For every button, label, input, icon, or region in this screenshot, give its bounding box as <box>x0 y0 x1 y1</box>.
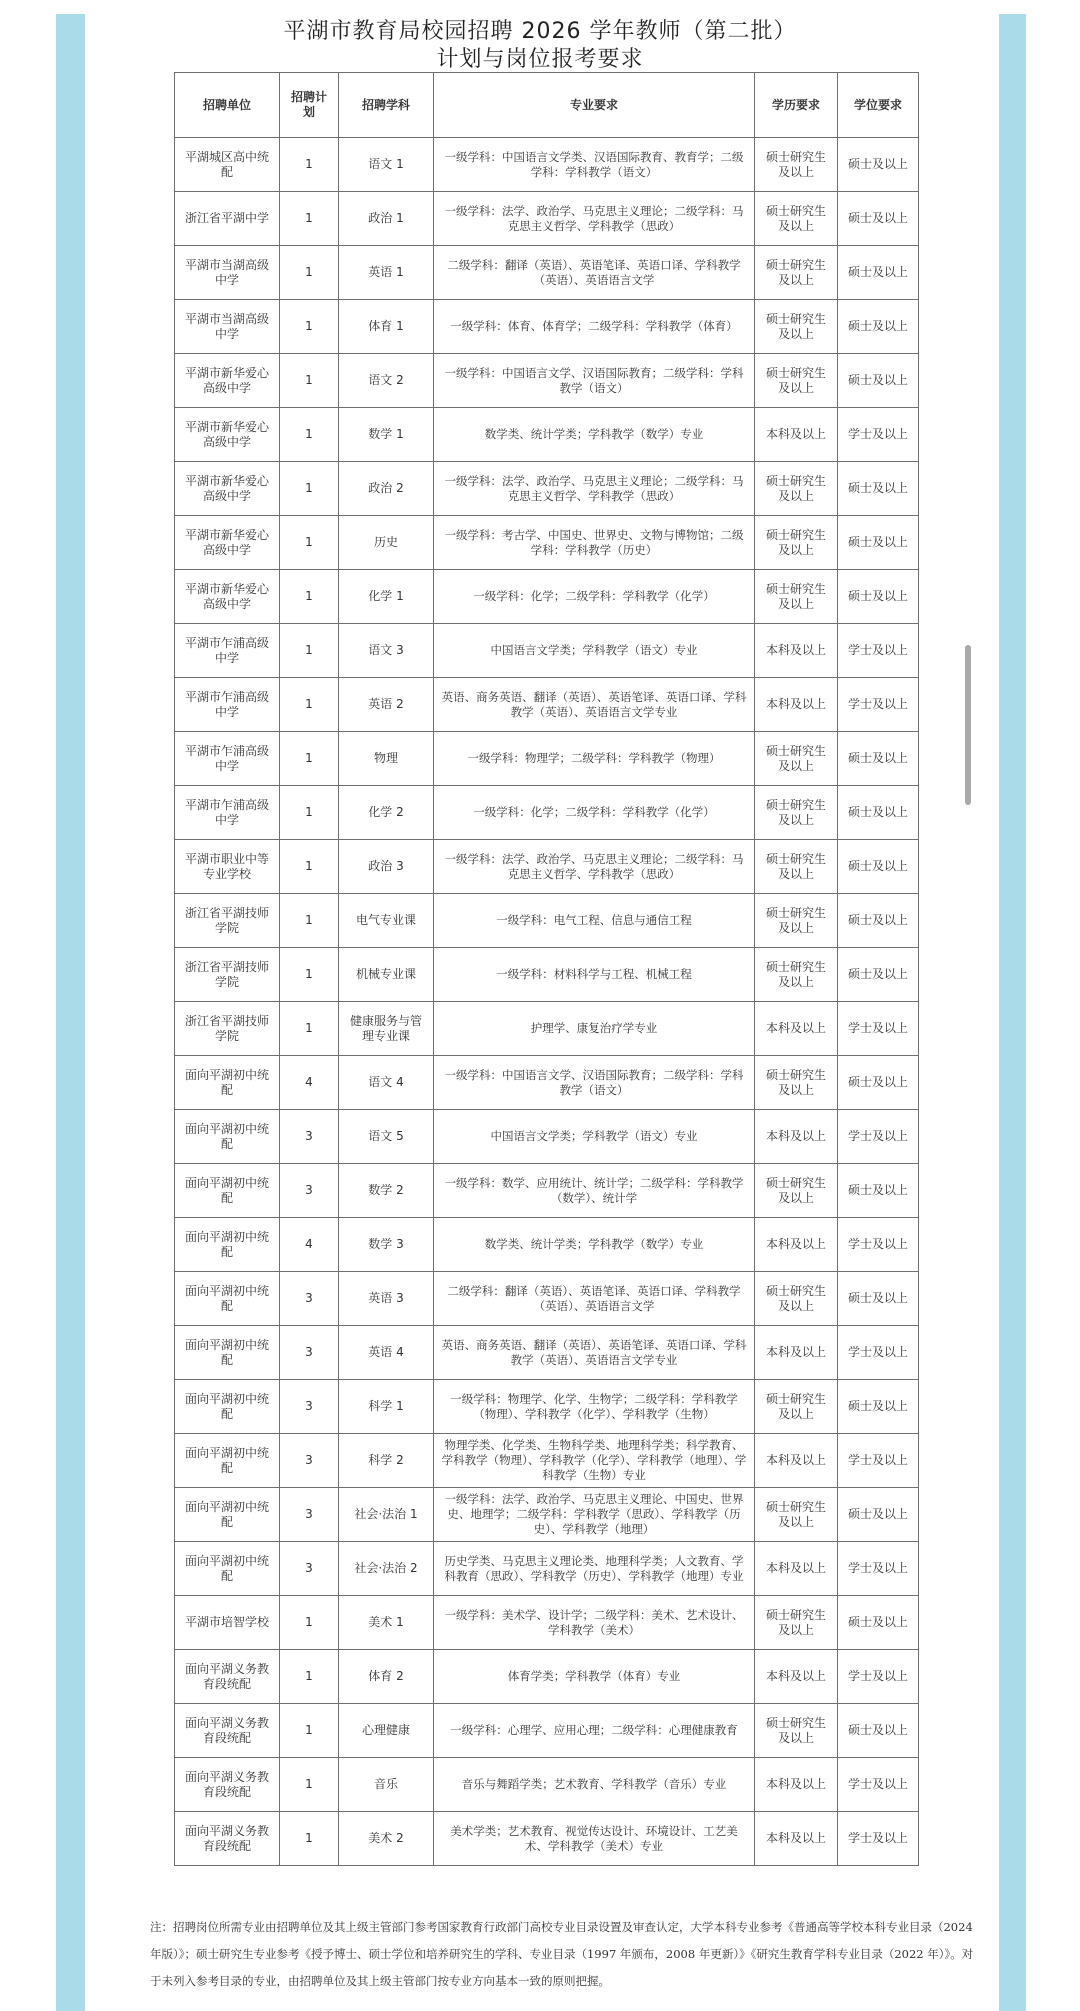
cell-degree: 硕士及以上 <box>838 570 919 624</box>
table-row <box>175 1758 919 1812</box>
cell-plan: 1 <box>280 570 339 624</box>
cell-education: 硕士研究生及以上 <box>755 138 838 192</box>
cell-major: 二级学科：翻译（英语）、英语笔译、英语口译、学科教学（英语）、英语语言文学 <box>434 1272 755 1326</box>
cell-plan: 1 <box>280 1758 339 1812</box>
cell-plan: 1 <box>280 1704 339 1758</box>
cell-subject: 语文 4 <box>339 1056 434 1110</box>
cell-unit: 面向平湖初中统配 <box>175 1380 280 1434</box>
cell-unit: 浙江省平湖技师学院 <box>175 1002 280 1056</box>
cell-degree: 学士及以上 <box>838 1002 919 1056</box>
cell-education: 硕士研究生及以上 <box>755 246 838 300</box>
cell-subject: 社会·法治 1 <box>339 1488 434 1542</box>
cell-major: 护理学、康复治疗学专业 <box>434 1002 755 1056</box>
cell-unit: 面向平湖义务教育段统配 <box>175 1758 280 1812</box>
footnote: 注：招聘岗位所需专业由招聘单位及其上级主管部门参考国家教育行政部门高校专业目录设置及审查认定，大学本科专业参考《普通高等学校本科专业目录（2024 年版）》；硕士研究生专业参考《授予博士、硕士学位和培养研究生的学科、专业目录（1997 年颁布，2008 年更新）》《研究生教育学科专业目录（2022 年）》。对于未列入参考目录的专业，由招聘单位及其上级主管部门按专业方向基本一致的原则把握。 <box>150 1920 974 1988</box>
cell-subject: 英语 3 <box>339 1272 434 1326</box>
cell-degree: 学士及以上 <box>838 1812 919 1866</box>
cell-subject: 科学 2 <box>339 1434 434 1488</box>
header-major: 专业要求 <box>434 73 755 138</box>
table-row <box>175 1488 919 1542</box>
cell-unit: 面向平湖初中统配 <box>175 1218 280 1272</box>
cell-subject: 科学 1 <box>339 1380 434 1434</box>
table-row <box>175 1704 919 1758</box>
table-row <box>175 786 919 840</box>
cell-education: 硕士研究生及以上 <box>755 786 838 840</box>
cell-plan: 1 <box>280 408 339 462</box>
cell-degree: 硕士及以上 <box>838 1056 919 1110</box>
header-education: 学历要求 <box>755 73 838 138</box>
cell-subject: 数学 2 <box>339 1164 434 1218</box>
cell-education: 本科及以上 <box>755 624 838 678</box>
cell-major: 一级学科：化学；二级学科：学科教学（化学） <box>434 570 755 624</box>
table-row <box>175 462 919 516</box>
table-row <box>175 516 919 570</box>
cell-unit: 平湖市乍浦高级中学 <box>175 786 280 840</box>
cell-plan: 1 <box>280 624 339 678</box>
cell-unit: 平湖市新华爱心高级中学 <box>175 354 280 408</box>
cell-major: 一级学科：物理学、化学、生物学；二级学科：学科教学（物理）、学科教学（化学）、学科教学（生物） <box>434 1380 755 1434</box>
cell-education: 本科及以上 <box>755 1110 838 1164</box>
cell-degree: 硕士及以上 <box>838 246 919 300</box>
table-row <box>175 1650 919 1704</box>
cell-unit: 面向平湖初中统配 <box>175 1488 280 1542</box>
cell-degree: 硕士及以上 <box>838 300 919 354</box>
cell-major: 一级学科：法学、政治学、马克思主义理论；二级学科：马克思主义哲学、学科教学（思政） <box>434 462 755 516</box>
document-subtitle: 计划与岗位报考要求 <box>436 47 644 72</box>
cell-education: 硕士研究生及以上 <box>755 1272 838 1326</box>
cell-degree: 硕士及以上 <box>838 1272 919 1326</box>
cell-subject: 政治 1 <box>339 192 434 246</box>
cell-education: 硕士研究生及以上 <box>755 894 838 948</box>
cell-plan: 1 <box>280 732 339 786</box>
table-row <box>175 408 919 462</box>
cell-plan: 3 <box>280 1110 339 1164</box>
cell-subject: 语文 5 <box>339 1110 434 1164</box>
cell-subject: 化学 2 <box>339 786 434 840</box>
cell-subject: 体育 1 <box>339 300 434 354</box>
cell-education: 硕士研究生及以上 <box>755 354 838 408</box>
cell-unit: 面向平湖初中统配 <box>175 1110 280 1164</box>
cell-degree: 硕士及以上 <box>838 1380 919 1434</box>
cell-subject: 体育 2 <box>339 1650 434 1704</box>
cell-education: 本科及以上 <box>755 1326 838 1380</box>
cell-plan: 1 <box>280 1812 339 1866</box>
cell-unit: 面向平湖初中统配 <box>175 1056 280 1110</box>
cell-major: 一级学科：心理学、应用心理；二级学科：心理健康教育 <box>434 1704 755 1758</box>
cell-subject: 机械专业课 <box>339 948 434 1002</box>
cell-major: 历史学类、马克思主义理论类、地理科学类；人文教育、学科教育（思政）、学科教学（历史）、学科教学（地理）专业 <box>434 1542 755 1596</box>
cell-major: 英语、商务英语、翻译（英语）、英语笔译、英语口译、学科教学（英语）、英语语言文学专业 <box>434 1326 755 1380</box>
table-row <box>175 840 919 894</box>
cell-education: 硕士研究生及以上 <box>755 1488 838 1542</box>
cell-degree: 硕士及以上 <box>838 192 919 246</box>
cell-subject: 健康服务与管理专业课 <box>339 1002 434 1056</box>
cell-degree: 硕士及以上 <box>838 354 919 408</box>
cell-education: 硕士研究生及以上 <box>755 1596 838 1650</box>
cell-unit: 平湖市新华爱心高级中学 <box>175 570 280 624</box>
cell-unit: 平湖城区高中统配 <box>175 138 280 192</box>
cell-degree: 学士及以上 <box>838 624 919 678</box>
cell-major: 二级学科：翻译（英语）、英语笔译、英语口译、学科教学（英语）、英语语言文学 <box>434 246 755 300</box>
cell-education: 硕士研究生及以上 <box>755 732 838 786</box>
cell-plan: 1 <box>280 840 339 894</box>
cell-degree: 硕士及以上 <box>838 786 919 840</box>
cell-major: 音乐与舞蹈学类；艺术教育、学科教学（音乐）专业 <box>434 1758 755 1812</box>
cell-plan: 3 <box>280 1380 339 1434</box>
cell-degree: 硕士及以上 <box>838 894 919 948</box>
table-row <box>175 1596 919 1650</box>
cell-education: 硕士研究生及以上 <box>755 1056 838 1110</box>
cell-degree: 硕士及以上 <box>838 840 919 894</box>
cell-education: 本科及以上 <box>755 1650 838 1704</box>
cell-plan: 1 <box>280 1596 339 1650</box>
cell-unit: 浙江省平湖中学 <box>175 192 280 246</box>
cell-degree: 硕士及以上 <box>838 948 919 1002</box>
cell-plan: 1 <box>280 894 339 948</box>
cell-unit: 平湖市乍浦高级中学 <box>175 678 280 732</box>
table-row <box>175 948 919 1002</box>
cell-subject: 美术 2 <box>339 1812 434 1866</box>
cell-major: 一级学科：法学、政治学、马克思主义理论；二级学科：马克思主义哲学、学科教学（思政） <box>434 840 755 894</box>
cell-education: 硕士研究生及以上 <box>755 948 838 1002</box>
cell-plan: 3 <box>280 1272 339 1326</box>
table-row <box>175 1326 919 1380</box>
cell-degree: 硕士及以上 <box>838 732 919 786</box>
cell-plan: 1 <box>280 354 339 408</box>
table-row <box>175 138 919 192</box>
cell-degree: 学士及以上 <box>838 1542 919 1596</box>
cell-plan: 1 <box>280 300 339 354</box>
cell-plan: 3 <box>280 1434 339 1488</box>
cell-degree: 硕士及以上 <box>838 1488 919 1542</box>
cell-plan: 1 <box>280 1002 339 1056</box>
cell-degree: 硕士及以上 <box>838 1596 919 1650</box>
cell-major: 物理学类、化学类、生物科学类、地理科学类；科学教育、学科教学（物理）、学科教学（化学）、学科教学（地理）、学科教学（生物）专业 <box>434 1434 755 1488</box>
recruitment-table <box>174 72 919 1866</box>
table-row <box>175 570 919 624</box>
table-row <box>175 1542 919 1596</box>
cell-plan: 1 <box>280 192 339 246</box>
cell-plan: 1 <box>280 246 339 300</box>
cell-plan: 1 <box>280 948 339 1002</box>
cell-unit: 平湖市培智学校 <box>175 1596 280 1650</box>
cell-subject: 政治 3 <box>339 840 434 894</box>
cell-subject: 化学 1 <box>339 570 434 624</box>
left-border-stripe <box>56 14 85 2011</box>
cell-degree: 学士及以上 <box>838 1650 919 1704</box>
cell-degree: 学士及以上 <box>838 1326 919 1380</box>
table-row <box>175 624 919 678</box>
cell-subject: 语文 2 <box>339 354 434 408</box>
cell-major: 中国语言文学类；学科教学（语文）专业 <box>434 1110 755 1164</box>
cell-education: 本科及以上 <box>755 1218 838 1272</box>
table-row <box>175 894 919 948</box>
cell-major: 数学类、统计学类；学科教学（数学）专业 <box>434 1218 755 1272</box>
cell-unit: 面向平湖初中统配 <box>175 1272 280 1326</box>
header-degree: 学位要求 <box>838 73 919 138</box>
cell-subject: 数学 1 <box>339 408 434 462</box>
cell-unit: 平湖市新华爱心高级中学 <box>175 516 280 570</box>
cell-plan: 1 <box>280 516 339 570</box>
cell-subject: 音乐 <box>339 1758 434 1812</box>
cell-unit: 平湖市职业中等专业学校 <box>175 840 280 894</box>
table-row <box>175 1434 919 1488</box>
cell-unit: 平湖市乍浦高级中学 <box>175 624 280 678</box>
cell-major: 一级学科：数学、应用统计、统计学；二级学科：学科教学（数学）、统计学 <box>434 1164 755 1218</box>
table-row <box>175 1056 919 1110</box>
table-row <box>175 1272 919 1326</box>
cell-plan: 3 <box>280 1542 339 1596</box>
cell-education: 本科及以上 <box>755 1758 838 1812</box>
cell-education: 本科及以上 <box>755 1434 838 1488</box>
cell-unit: 平湖市新华爱心高级中学 <box>175 462 280 516</box>
table-row <box>175 192 919 246</box>
cell-education: 硕士研究生及以上 <box>755 1704 838 1758</box>
table-header-row <box>175 73 919 138</box>
cell-plan: 4 <box>280 1218 339 1272</box>
header-plan: 招聘计划 <box>280 73 339 138</box>
cell-education: 本科及以上 <box>755 1812 838 1866</box>
cell-subject: 语文 1 <box>339 138 434 192</box>
table-body <box>175 138 919 1866</box>
cell-major: 中国语言文学类；学科教学（语文）专业 <box>434 624 755 678</box>
cell-subject: 政治 2 <box>339 462 434 516</box>
table-row <box>175 1380 919 1434</box>
cell-degree: 学士及以上 <box>838 1434 919 1488</box>
cell-education: 硕士研究生及以上 <box>755 516 838 570</box>
cell-degree: 学士及以上 <box>838 408 919 462</box>
cell-major: 一级学科：化学；二级学科：学科教学（化学） <box>434 786 755 840</box>
cell-subject: 数学 3 <box>339 1218 434 1272</box>
cell-unit: 面向平湖义务教育段统配 <box>175 1812 280 1866</box>
cell-subject: 社会·法治 2 <box>339 1542 434 1596</box>
cell-major: 一级学科：法学、政治学、马克思主义理论；二级学科：马克思主义哲学、学科教学（思政） <box>434 192 755 246</box>
cell-degree: 学士及以上 <box>838 1110 919 1164</box>
cell-plan: 1 <box>280 138 339 192</box>
cell-plan: 1 <box>280 678 339 732</box>
table-row <box>175 1218 919 1272</box>
cell-education: 硕士研究生及以上 <box>755 192 838 246</box>
cell-subject: 物理 <box>339 732 434 786</box>
cell-degree: 硕士及以上 <box>838 138 919 192</box>
cell-major: 美术学类；艺术教育、视觉传达设计、环境设计、工艺美术、学科教学（美术）专业 <box>434 1812 755 1866</box>
cell-plan: 1 <box>280 462 339 516</box>
cell-major: 一级学科：中国语言文学类、汉语国际教育、教育学；二级学科：学科教学（语文） <box>434 138 755 192</box>
cell-subject: 英语 1 <box>339 246 434 300</box>
cell-degree: 学士及以上 <box>838 1758 919 1812</box>
cell-major: 一级学科：体育、体育学；二级学科：学科教学（体育） <box>434 300 755 354</box>
cell-unit: 面向平湖义务教育段统配 <box>175 1704 280 1758</box>
cell-plan: 3 <box>280 1164 339 1218</box>
cell-major: 一级学科：电气工程、信息与通信工程 <box>434 894 755 948</box>
cell-major: 一级学科：美术学、设计学；二级学科：美术、艺术设计、学科教学（美术） <box>434 1596 755 1650</box>
cell-education: 本科及以上 <box>755 678 838 732</box>
cell-unit: 面向平湖义务教育段统配 <box>175 1650 280 1704</box>
cell-unit: 平湖市当湖高级中学 <box>175 246 280 300</box>
cell-major: 一级学科：法学、政治学、马克思主义理论、中国史、世界史、地理学；二级学科：学科教学（思政）、学科教学（历史）、学科教学（地理） <box>434 1488 755 1542</box>
cell-degree: 学士及以上 <box>838 678 919 732</box>
cell-degree: 硕士及以上 <box>838 462 919 516</box>
cell-subject: 历史 <box>339 516 434 570</box>
cell-plan: 3 <box>280 1488 339 1542</box>
cell-education: 硕士研究生及以上 <box>755 570 838 624</box>
cell-degree: 硕士及以上 <box>838 516 919 570</box>
table-row <box>175 1002 919 1056</box>
cell-plan: 4 <box>280 1056 339 1110</box>
cell-degree: 学士及以上 <box>838 1218 919 1272</box>
cell-unit: 平湖市乍浦高级中学 <box>175 732 280 786</box>
cell-major: 体育学类；学科教学（体育）专业 <box>434 1650 755 1704</box>
table-row <box>175 246 919 300</box>
scrollbar-thumb[interactable] <box>965 645 971 805</box>
table-row <box>175 300 919 354</box>
cell-unit: 平湖市新华爱心高级中学 <box>175 408 280 462</box>
cell-plan: 1 <box>280 1650 339 1704</box>
cell-subject: 心理健康 <box>339 1704 434 1758</box>
document-title: 平湖市教育局校园招聘 2026 学年教师（第二批） <box>283 19 797 44</box>
right-border-stripe <box>999 14 1026 2011</box>
cell-unit: 浙江省平湖技师学院 <box>175 894 280 948</box>
cell-education: 硕士研究生及以上 <box>755 840 838 894</box>
cell-major: 一级学科：物理学；二级学科：学科教学（物理） <box>434 732 755 786</box>
cell-unit: 平湖市当湖高级中学 <box>175 300 280 354</box>
cell-education: 本科及以上 <box>755 1002 838 1056</box>
cell-subject: 美术 1 <box>339 1596 434 1650</box>
cell-unit: 面向平湖初中统配 <box>175 1326 280 1380</box>
cell-unit: 面向平湖初中统配 <box>175 1164 280 1218</box>
cell-major: 英语、商务英语、翻译（英语）、英语笔译、英语口译、学科教学（英语）、英语语言文学专业 <box>434 678 755 732</box>
cell-subject: 英语 4 <box>339 1326 434 1380</box>
cell-major: 一级学科：考古学、中国史、世界史、文物与博物馆；二级学科：学科教学（历史） <box>434 516 755 570</box>
cell-education: 硕士研究生及以上 <box>755 300 838 354</box>
cell-degree: 硕士及以上 <box>838 1704 919 1758</box>
cell-education: 硕士研究生及以上 <box>755 462 838 516</box>
table-row <box>175 354 919 408</box>
cell-degree: 硕士及以上 <box>838 1164 919 1218</box>
cell-plan: 1 <box>280 786 339 840</box>
table-row <box>175 1164 919 1218</box>
cell-unit: 面向平湖初中统配 <box>175 1434 280 1488</box>
cell-education: 硕士研究生及以上 <box>755 1380 838 1434</box>
cell-education: 本科及以上 <box>755 1542 838 1596</box>
cell-subject: 语文 3 <box>339 624 434 678</box>
cell-unit: 面向平湖初中统配 <box>175 1542 280 1596</box>
table-row <box>175 1812 919 1866</box>
cell-education: 本科及以上 <box>755 408 838 462</box>
cell-unit: 浙江省平湖技师学院 <box>175 948 280 1002</box>
header-unit: 招聘单位 <box>175 73 280 138</box>
table-row <box>175 1110 919 1164</box>
table-row <box>175 678 919 732</box>
cell-plan: 3 <box>280 1326 339 1380</box>
cell-subject: 英语 2 <box>339 678 434 732</box>
cell-major: 数学类、统计学类；学科教学（数学）专业 <box>434 408 755 462</box>
cell-subject: 电气专业课 <box>339 894 434 948</box>
header-subject: 招聘学科 <box>339 73 434 138</box>
cell-education: 硕士研究生及以上 <box>755 1164 838 1218</box>
cell-major: 一级学科：中国语言文学、汉语国际教育；二级学科：学科教学（语文） <box>434 1056 755 1110</box>
cell-major: 一级学科：中国语言文学、汉语国际教育；二级学科：学科教学（语文） <box>434 354 755 408</box>
cell-major: 一级学科：材料科学与工程、机械工程 <box>434 948 755 1002</box>
table-row <box>175 732 919 786</box>
